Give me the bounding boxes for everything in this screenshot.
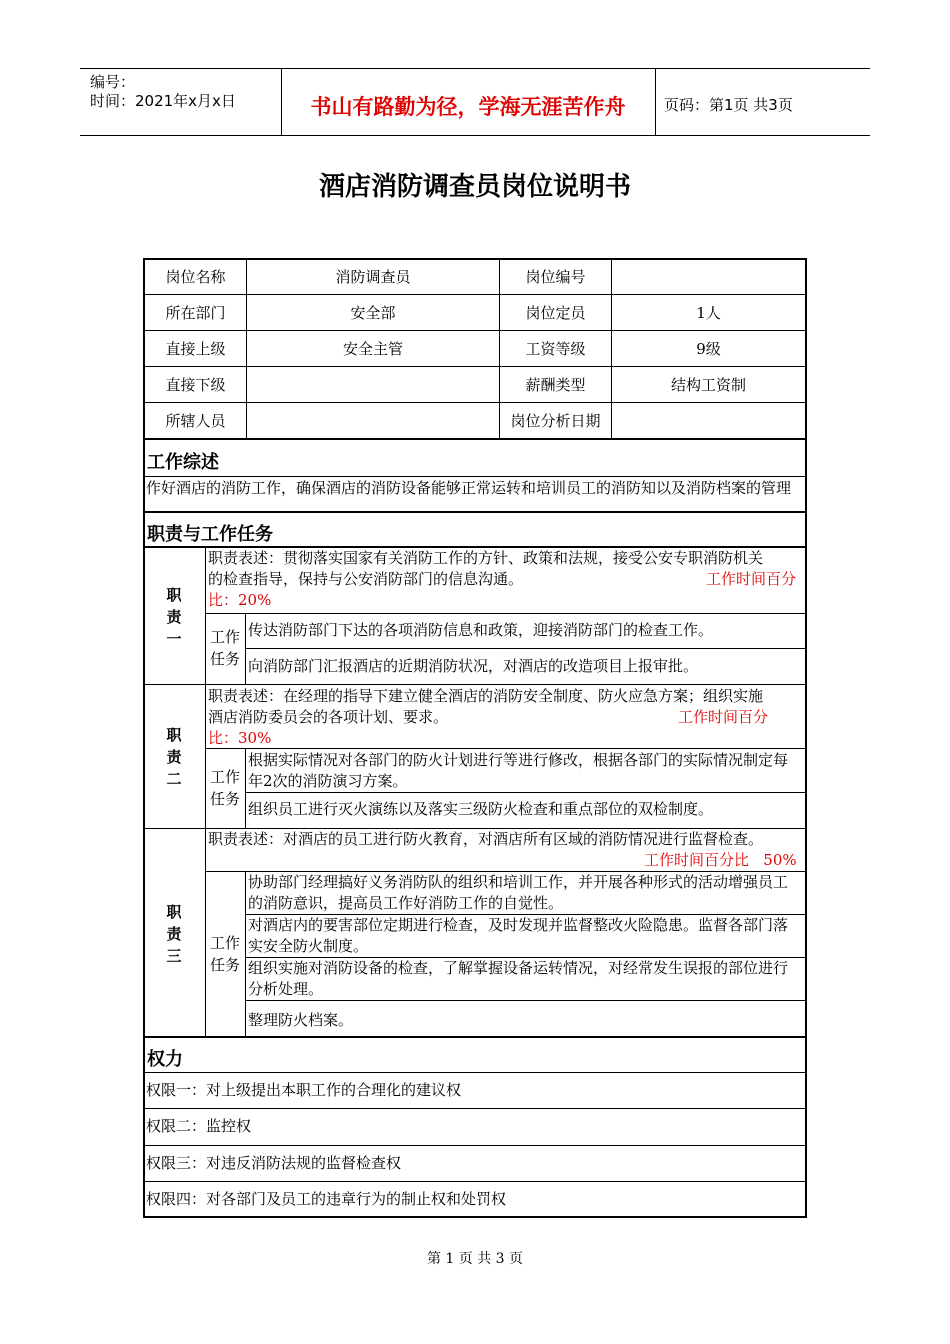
page-footer: 第 1 页 共 3 页	[426, 1251, 524, 1267]
task-label: 工作 任务	[210, 628, 241, 668]
page-title: 酒店消防调查员岗位说明书	[318, 172, 631, 202]
time-percentage: 工作时间百分	[678, 708, 769, 726]
basic-info-label: 岗位名称	[165, 267, 226, 286]
duty-description: 的检查指导，保持与公安消防部门的信息沟通。	[208, 570, 524, 588]
duty-description: 职责表述：对酒店的员工进行防火教育，对酒店所有区域的消防情况进行监督检查。	[208, 830, 764, 848]
power-item: 权限四：对各部门及员工的违章行为的制止权和处罚权	[146, 1190, 507, 1208]
basic-info-label: 岗位编号	[525, 267, 586, 286]
basic-info-value: 安全部	[350, 303, 396, 322]
task-item: 组织员工进行灭火演练以及落实三级防火检查和重点部位的双检制度。	[248, 800, 714, 818]
task-item: 协助部门经理搞好义务消防队的组织和培训工作，并开展各种形式的活动增强员工的消防意识，提高员工作好消防工作的自觉性。	[248, 873, 789, 912]
task-item: 根据实际情况对各部门的防火计划进行等进行修改，根据各部门的实际情况制定每年2次的消防演习方案。	[248, 751, 789, 790]
basic-info-value	[612, 403, 805, 438]
summary-text: 作好酒店的消防工作，确保酒店的消防设备能够正常运转和培训员工的消防知以及消防档案的管理	[146, 479, 792, 497]
time-percentage: 工作时间百分	[706, 570, 797, 588]
duty-description: 酒店消防委员会的各项计划、要求。	[208, 708, 449, 726]
header-divider	[655, 69, 656, 135]
basic-info-label: 薪酬类型	[525, 375, 586, 394]
basic-info-value	[612, 259, 805, 294]
time-percentage: 工作时间百分比 50%	[644, 851, 797, 869]
basic-info-value	[247, 367, 499, 402]
duties-heading: 职责与工作任务	[147, 524, 273, 545]
header-top-rule	[80, 68, 870, 69]
header-motto: 书山有路勤为径，学海无涯苦作舟	[310, 95, 626, 119]
time-percentage: 比：20%	[208, 591, 272, 609]
header-bottom-rule	[80, 135, 870, 136]
basic-info-value: 1人	[696, 303, 721, 322]
basic-info-value: 9级	[696, 339, 721, 358]
document-time: 时间：2021年x月x日	[90, 92, 236, 110]
header-divider	[281, 69, 282, 135]
duty-number: 职 责 二	[166, 726, 182, 788]
power-item: 权限二：监控权	[146, 1117, 252, 1135]
task-label: 工作 任务	[210, 934, 241, 974]
basic-info-value	[247, 403, 499, 438]
basic-info-label: 所在部门	[165, 303, 226, 322]
task-item: 组织实施对消防设备的检查，了解掌握设备运转情况，对经常发生误报的部位进行分析处理。	[248, 959, 789, 998]
basic-info-value: 结构工资制	[670, 375, 746, 394]
duty-number: 职 责 一	[166, 586, 182, 648]
powers-heading: 权力	[147, 1049, 183, 1070]
summary-heading: 工作综述	[147, 452, 219, 473]
document-number-label: 编号：	[90, 73, 136, 91]
time-percentage: 比：30%	[208, 729, 272, 747]
basic-info-value: 安全主管	[342, 339, 403, 358]
page-info: 页码：第1页 共3页	[664, 96, 793, 114]
basic-info-value: 消防调查员	[335, 267, 411, 286]
basic-info-label: 岗位定员	[525, 303, 586, 322]
power-item: 权限三：对违反消防法规的监督检查权	[146, 1154, 402, 1172]
task-item: 对酒店内的要害部位定期进行检查，及时发现并监督整改火险隐患。监督各部门落实安全防火制度。	[248, 916, 789, 955]
duty-description: 职责表述：在经理的指导下建立健全酒店的消防安全制度、防火应急方案；组织实施	[208, 687, 764, 705]
task-item: 整理防火档案。	[248, 1011, 354, 1029]
basic-info-label: 工资等级	[525, 339, 586, 358]
duty-number: 职 责 三	[166, 903, 182, 965]
basic-info-label: 直接上级	[165, 339, 226, 358]
basic-info-label: 直接下级	[165, 375, 226, 394]
task-item: 向消防部门汇报酒店的近期消防状况，对酒店的改造项目上报审批。	[248, 657, 699, 675]
duty-description: 职责表述：贯彻落实国家有关消防工作的方针、政策和法规，接受公安专职消防机关	[208, 549, 764, 567]
basic-info-label: 所辖人员	[165, 411, 226, 430]
task-label: 工作 任务	[210, 768, 241, 808]
power-item: 权限一：对上级提出本职工作的合理化的建议权	[146, 1081, 462, 1099]
basic-info-label: 岗位分析日期	[510, 411, 601, 430]
task-item: 传达消防部门下达的各项消防信息和政策，迎接消防部门的检查工作。	[248, 621, 714, 639]
